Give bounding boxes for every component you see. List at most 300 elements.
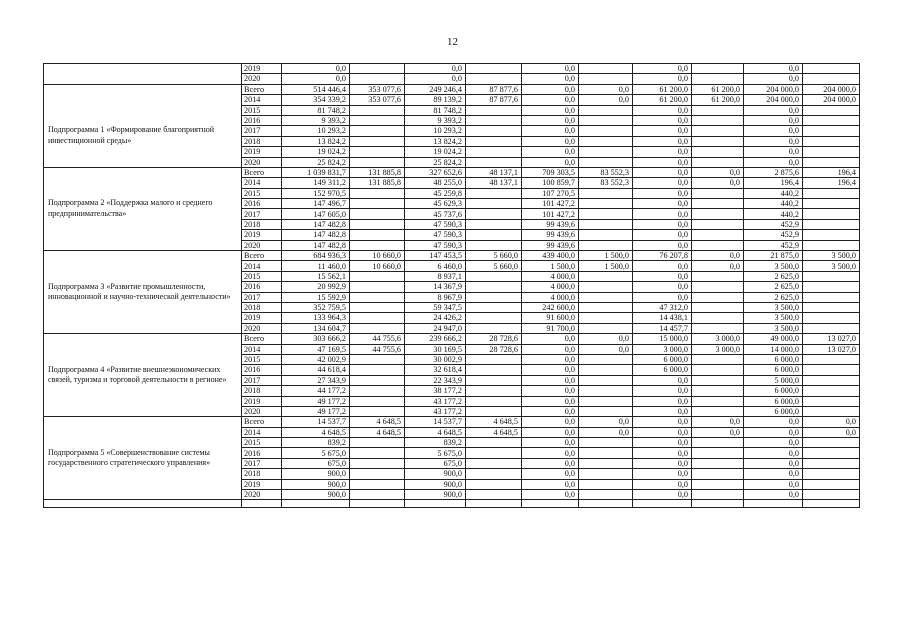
value-cell: 3 500,0 — [803, 251, 860, 261]
value-cell — [350, 396, 405, 406]
value-cell — [803, 323, 860, 333]
value-cell: 11 460,0 — [282, 261, 350, 271]
value-cell — [692, 115, 744, 125]
value-cell: 49 177,2 — [282, 396, 350, 406]
value-cell — [803, 490, 860, 500]
year-cell: 2019 — [242, 313, 282, 323]
value-cell: 0,0 — [522, 365, 579, 375]
year-cell: Всего — [242, 334, 282, 344]
value-cell — [579, 64, 633, 74]
value-cell: 3 000,0 — [692, 334, 744, 344]
value-cell — [692, 458, 744, 468]
value-cell: 0,0 — [282, 74, 350, 84]
value-cell: 0,0 — [579, 344, 633, 354]
value-cell — [692, 448, 744, 458]
value-cell: 0,0 — [633, 490, 692, 500]
value-cell — [579, 469, 633, 479]
value-cell — [579, 292, 633, 302]
value-cell: 0,0 — [579, 95, 633, 105]
value-cell: 61 200,0 — [633, 84, 692, 94]
value-cell — [579, 230, 633, 240]
value-cell: 0,0 — [522, 95, 579, 105]
value-cell — [692, 375, 744, 385]
value-cell: 3 000,0 — [633, 344, 692, 354]
value-cell: 0,0 — [744, 74, 803, 84]
value-cell: 239 666,2 — [405, 334, 466, 344]
value-cell: 900,0 — [405, 479, 466, 489]
subprogram-name-cell: Подпрограмма 3 «Развитие промышленности, инновационной и научно-технической деятельности» — [44, 251, 242, 334]
value-cell — [466, 458, 522, 468]
value-cell: 204 000,0 — [744, 84, 803, 94]
value-cell: 0,0 — [522, 344, 579, 354]
value-cell — [579, 375, 633, 385]
value-cell: 440,2 — [744, 199, 803, 209]
year-cell: 2018 — [242, 469, 282, 479]
year-cell: 2019 — [242, 147, 282, 157]
value-cell: 44 618,4 — [282, 365, 350, 375]
value-cell: 0,0 — [633, 386, 692, 396]
value-cell — [466, 188, 522, 198]
value-cell: 0,0 — [633, 157, 692, 167]
value-cell — [803, 219, 860, 229]
value-cell: 15 000,0 — [633, 334, 692, 344]
value-cell — [350, 479, 405, 489]
value-cell — [466, 396, 522, 406]
value-cell — [350, 74, 405, 84]
value-cell: 0,0 — [744, 126, 803, 136]
value-cell: 2 625,0 — [744, 282, 803, 292]
value-cell — [803, 136, 860, 146]
year-cell: 2014 — [242, 178, 282, 188]
empty-cell — [522, 500, 579, 508]
value-cell: 101 427,2 — [522, 199, 579, 209]
year-cell: 2018 — [242, 219, 282, 229]
table-row — [44, 167, 860, 177]
value-cell: 45 737,6 — [405, 209, 466, 219]
value-cell: 47 590,3 — [405, 230, 466, 240]
value-cell: 45 259,8 — [405, 188, 466, 198]
value-cell — [579, 271, 633, 281]
value-cell: 5 675,0 — [282, 448, 350, 458]
value-cell — [579, 219, 633, 229]
subprogram-name-cell: Подпрограмма 2 «Поддержка малого и среднего предпринимательства» — [44, 167, 242, 250]
page-number: 12 — [447, 36, 458, 48]
value-cell — [466, 136, 522, 146]
empty-cell — [282, 500, 350, 508]
value-cell: 0,0 — [522, 458, 579, 468]
value-cell — [466, 126, 522, 136]
value-cell: 196,4 — [803, 167, 860, 177]
year-cell: 2017 — [242, 209, 282, 219]
table-row — [44, 64, 860, 74]
value-cell: 0,0 — [522, 386, 579, 396]
table-row — [44, 251, 860, 261]
empty-cell — [350, 500, 405, 508]
value-cell — [579, 365, 633, 375]
value-cell: 133 964,3 — [282, 313, 350, 323]
value-cell — [692, 240, 744, 250]
year-cell: 2016 — [242, 365, 282, 375]
value-cell: 204 000,0 — [744, 95, 803, 105]
value-cell — [803, 199, 860, 209]
subprogram-name-cell: Подпрограмма 4 «Развитие внешнеэкономических связей, туризма и торговой деятельности в регионе» — [44, 334, 242, 417]
value-cell: 303 666,2 — [282, 334, 350, 344]
value-cell: 0,0 — [633, 406, 692, 416]
value-cell — [803, 240, 860, 250]
value-cell — [466, 219, 522, 229]
value-cell — [350, 209, 405, 219]
year-cell: 2020 — [242, 490, 282, 500]
value-cell — [803, 469, 860, 479]
value-cell — [692, 292, 744, 302]
value-cell — [350, 375, 405, 385]
value-cell: 0,0 — [633, 417, 692, 427]
value-cell: 22 343,9 — [405, 375, 466, 385]
value-cell: 0,0 — [744, 64, 803, 74]
value-cell: 149 311,2 — [282, 178, 350, 188]
value-cell: 675,0 — [282, 458, 350, 468]
value-cell: 14 537,7 — [282, 417, 350, 427]
value-cell — [579, 396, 633, 406]
value-cell: 0,0 — [522, 115, 579, 125]
value-cell: 61 200,0 — [692, 84, 744, 94]
value-cell: 13 824,2 — [405, 136, 466, 146]
value-cell: 0,0 — [579, 417, 633, 427]
value-cell — [692, 74, 744, 84]
value-cell: 0,0 — [744, 490, 803, 500]
year-cell: 2017 — [242, 375, 282, 385]
value-cell — [466, 105, 522, 115]
value-cell: 0,0 — [522, 448, 579, 458]
value-cell: 14 367,9 — [405, 282, 466, 292]
value-cell — [803, 458, 860, 468]
value-cell: 0,0 — [579, 84, 633, 94]
empty-cell — [466, 500, 522, 508]
value-cell: 147 482,8 — [282, 219, 350, 229]
year-cell: Всего — [242, 84, 282, 94]
value-cell: 0,0 — [522, 427, 579, 437]
value-cell — [579, 188, 633, 198]
value-cell: 0,0 — [633, 64, 692, 74]
year-cell: Всего — [242, 167, 282, 177]
value-cell — [803, 292, 860, 302]
value-cell: 6 460,0 — [405, 261, 466, 271]
value-cell — [803, 188, 860, 198]
value-cell: 44 755,6 — [350, 344, 405, 354]
value-cell — [692, 64, 744, 74]
value-cell — [350, 199, 405, 209]
value-cell: 0,0 — [633, 427, 692, 437]
value-cell: 0,0 — [522, 396, 579, 406]
value-cell — [692, 199, 744, 209]
value-cell: 10 660,0 — [350, 261, 405, 271]
value-cell: 4 648,5 — [466, 427, 522, 437]
value-cell: 0,0 — [405, 74, 466, 84]
year-cell: 2019 — [242, 64, 282, 74]
value-cell: 2 625,0 — [744, 292, 803, 302]
value-cell — [466, 157, 522, 167]
value-cell: 19 024,2 — [405, 147, 466, 157]
value-cell — [466, 448, 522, 458]
value-cell: 43 177,2 — [405, 396, 466, 406]
year-cell: 2017 — [242, 458, 282, 468]
year-cell: 2015 — [242, 105, 282, 115]
year-cell: Всего — [242, 251, 282, 261]
value-cell: 43 177,2 — [405, 406, 466, 416]
value-cell: 440,2 — [744, 209, 803, 219]
value-cell: 5 660,0 — [466, 261, 522, 271]
value-cell — [466, 147, 522, 157]
value-cell: 1 500,0 — [579, 251, 633, 261]
value-cell: 6 000,0 — [744, 406, 803, 416]
value-cell: 0,0 — [692, 167, 744, 177]
year-cell: 2015 — [242, 188, 282, 198]
value-cell: 13 824,2 — [282, 136, 350, 146]
value-cell — [466, 209, 522, 219]
value-cell: 0,0 — [522, 136, 579, 146]
value-cell: 9 393,2 — [405, 115, 466, 125]
value-cell: 0,0 — [744, 438, 803, 448]
year-cell: 2016 — [242, 199, 282, 209]
value-cell: 0,0 — [692, 251, 744, 261]
value-cell — [466, 354, 522, 364]
value-cell — [579, 438, 633, 448]
value-cell — [466, 438, 522, 448]
value-cell — [350, 365, 405, 375]
value-cell: 91 600,0 — [522, 313, 579, 323]
value-cell: 0,0 — [633, 147, 692, 157]
table-row — [44, 417, 860, 427]
value-cell — [350, 448, 405, 458]
value-cell: 10 293,2 — [405, 126, 466, 136]
value-cell — [466, 292, 522, 302]
value-cell — [350, 282, 405, 292]
value-cell — [350, 188, 405, 198]
value-cell — [803, 126, 860, 136]
year-cell: 2015 — [242, 354, 282, 364]
value-cell — [692, 230, 744, 240]
value-cell: 354 339,2 — [282, 95, 350, 105]
value-cell: 0,0 — [633, 188, 692, 198]
value-cell: 21 875,0 — [744, 251, 803, 261]
value-cell — [803, 365, 860, 375]
value-cell: 204 000,0 — [803, 84, 860, 94]
value-cell — [579, 479, 633, 489]
value-cell: 839,2 — [282, 438, 350, 448]
value-cell — [350, 406, 405, 416]
value-cell: 0,0 — [522, 469, 579, 479]
value-cell: 900,0 — [282, 490, 350, 500]
value-cell: 13 027,0 — [803, 344, 860, 354]
subprogram-name-cell — [44, 64, 242, 85]
value-cell: 147 482,8 — [282, 230, 350, 240]
value-cell: 0,0 — [633, 74, 692, 84]
value-cell: 4 648,5 — [405, 427, 466, 437]
value-cell — [692, 406, 744, 416]
table-row — [44, 334, 860, 344]
value-cell — [350, 64, 405, 74]
value-cell: 0,0 — [633, 292, 692, 302]
value-cell: 61 200,0 — [692, 95, 744, 105]
value-cell: 900,0 — [405, 490, 466, 500]
empty-cell — [405, 500, 466, 508]
value-cell: 1 500,0 — [579, 261, 633, 271]
value-cell: 900,0 — [405, 469, 466, 479]
value-cell: 13 027,0 — [803, 334, 860, 344]
value-cell: 107 270,5 — [522, 188, 579, 198]
value-cell: 91 700,0 — [522, 323, 579, 333]
value-cell: 0,0 — [579, 334, 633, 344]
value-cell — [692, 438, 744, 448]
value-cell: 6 000,0 — [633, 354, 692, 364]
value-cell: 0,0 — [803, 427, 860, 437]
value-cell: 1 500,0 — [522, 261, 579, 271]
value-cell — [466, 282, 522, 292]
subprogram-name-cell — [44, 84, 242, 105]
value-cell — [466, 365, 522, 375]
value-cell — [350, 438, 405, 448]
value-cell — [466, 386, 522, 396]
value-cell — [579, 282, 633, 292]
value-cell: 83 552,3 — [579, 178, 633, 188]
value-cell — [466, 199, 522, 209]
value-cell — [579, 323, 633, 333]
value-cell: 81 748,2 — [282, 105, 350, 115]
value-cell: 439 400,0 — [522, 251, 579, 261]
value-cell: 19 024,2 — [282, 147, 350, 157]
empty-cell — [692, 500, 744, 508]
table-body — [44, 64, 860, 508]
value-cell: 27 343,9 — [282, 375, 350, 385]
value-cell: 0,0 — [633, 209, 692, 219]
value-cell: 25 824,2 — [282, 157, 350, 167]
value-cell: 0,0 — [744, 469, 803, 479]
value-cell — [579, 458, 633, 468]
value-cell: 0,0 — [522, 74, 579, 84]
value-cell: 0,0 — [744, 105, 803, 115]
value-cell: 6 000,0 — [633, 365, 692, 375]
value-cell — [350, 105, 405, 115]
value-cell — [803, 448, 860, 458]
value-cell: 452,9 — [744, 230, 803, 240]
subprogram-name-cell: Подпрограмма 1 «Формирование благоприятной инвестиционной среды» — [44, 105, 242, 167]
value-cell: 8 967,9 — [405, 292, 466, 302]
value-cell: 0,0 — [633, 219, 692, 229]
value-cell: 0,0 — [633, 396, 692, 406]
value-cell — [692, 136, 744, 146]
value-cell — [692, 396, 744, 406]
year-cell: 2016 — [242, 282, 282, 292]
value-cell: 0,0 — [744, 136, 803, 146]
budget-table — [43, 63, 860, 508]
value-cell — [466, 313, 522, 323]
value-cell — [803, 396, 860, 406]
value-cell: 81 748,2 — [405, 105, 466, 115]
value-cell: 0,0 — [692, 261, 744, 271]
value-cell — [803, 209, 860, 219]
subprogram-name-cell: Подпрограмма 5 «Совершенствование системы государственного стратегического управления» — [44, 417, 242, 500]
value-cell: 0,0 — [633, 230, 692, 240]
value-cell — [350, 157, 405, 167]
value-cell — [803, 479, 860, 489]
value-cell: 0,0 — [522, 438, 579, 448]
value-cell: 440,2 — [744, 188, 803, 198]
value-cell: 49 177,2 — [282, 406, 350, 416]
value-cell — [579, 115, 633, 125]
value-cell: 47 312,0 — [633, 302, 692, 312]
value-cell: 99 439,6 — [522, 230, 579, 240]
value-cell: 47 590,3 — [405, 240, 466, 250]
value-cell — [350, 490, 405, 500]
value-cell: 14 438,1 — [633, 313, 692, 323]
value-cell: 0,0 — [522, 479, 579, 489]
value-cell: 3 000,0 — [692, 344, 744, 354]
value-cell: 0,0 — [692, 178, 744, 188]
value-cell — [466, 115, 522, 125]
value-cell: 99 439,6 — [522, 240, 579, 250]
value-cell — [803, 230, 860, 240]
value-cell: 38 177,2 — [405, 386, 466, 396]
value-cell — [692, 126, 744, 136]
value-cell: 45 629,3 — [405, 199, 466, 209]
value-cell: 9 393,2 — [282, 115, 350, 125]
value-cell — [803, 313, 860, 323]
value-cell: 0,0 — [522, 105, 579, 115]
value-cell: 204 000,0 — [803, 95, 860, 105]
value-cell — [466, 490, 522, 500]
value-cell: 196,4 — [744, 178, 803, 188]
value-cell — [579, 490, 633, 500]
value-cell: 0,0 — [744, 147, 803, 157]
value-cell: 6 000,0 — [744, 365, 803, 375]
value-cell: 0,0 — [579, 427, 633, 437]
value-cell: 4 000,0 — [522, 271, 579, 281]
value-cell: 147 453,5 — [405, 251, 466, 261]
value-cell — [350, 240, 405, 250]
value-cell — [579, 209, 633, 219]
value-cell — [803, 438, 860, 448]
table-row — [44, 84, 860, 94]
value-cell: 6 000,0 — [744, 354, 803, 364]
value-cell: 0,0 — [522, 64, 579, 74]
value-cell — [803, 386, 860, 396]
year-cell: 2014 — [242, 344, 282, 354]
value-cell — [803, 115, 860, 125]
value-cell: 15 592,9 — [282, 292, 350, 302]
value-cell — [803, 375, 860, 385]
year-cell: 2020 — [242, 240, 282, 250]
value-cell — [692, 105, 744, 115]
empty-cell — [44, 500, 242, 508]
value-cell — [350, 469, 405, 479]
value-cell: 48 137,1 — [466, 178, 522, 188]
value-cell — [350, 147, 405, 157]
value-cell: 8 937,1 — [405, 271, 466, 281]
value-cell — [579, 147, 633, 157]
value-cell — [466, 230, 522, 240]
value-cell: 684 936,3 — [282, 251, 350, 261]
value-cell: 0,0 — [282, 64, 350, 74]
value-cell: 3 500,0 — [744, 302, 803, 312]
value-cell: 0,0 — [522, 126, 579, 136]
value-cell — [466, 240, 522, 250]
value-cell — [692, 282, 744, 292]
value-cell: 0,0 — [633, 375, 692, 385]
year-cell: 2017 — [242, 126, 282, 136]
value-cell — [466, 406, 522, 416]
value-cell — [350, 230, 405, 240]
value-cell — [466, 64, 522, 74]
